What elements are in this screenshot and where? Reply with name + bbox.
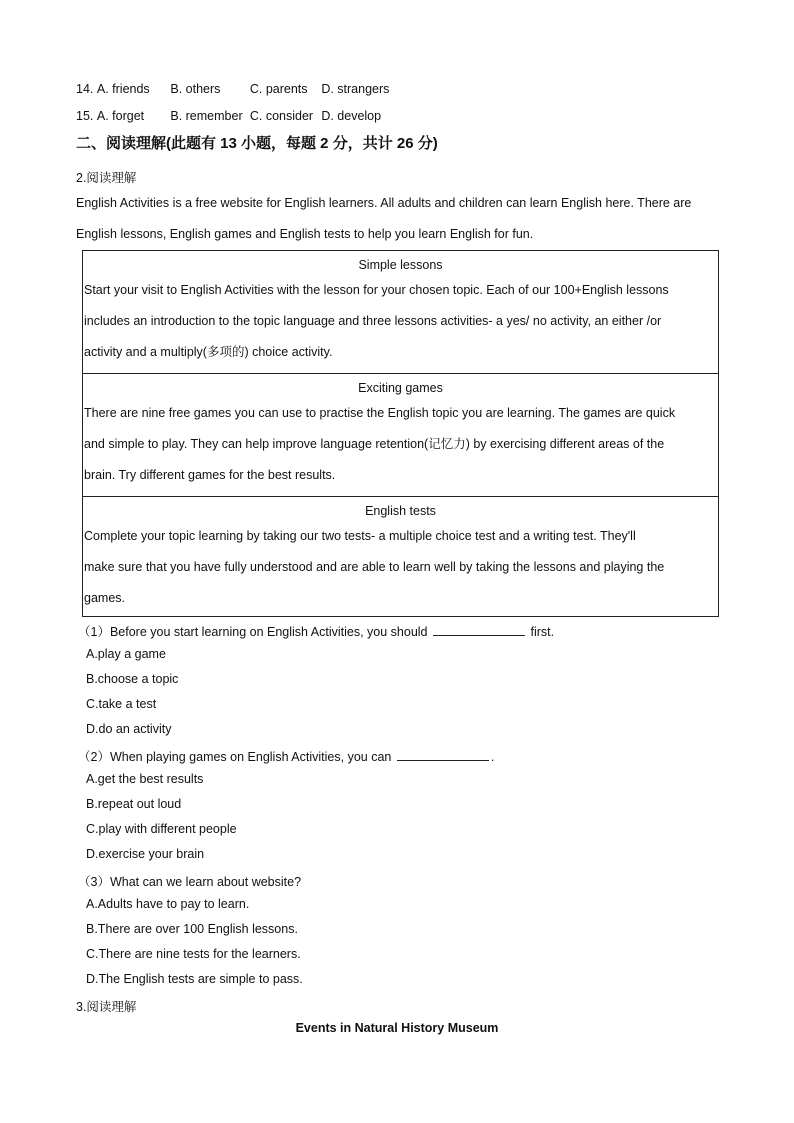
option-d[interactable]: D.exercise your brain [86, 847, 205, 861]
passage-2-intro-line-1: English Activities is a free website for English learners. All adults and children can learn English here. There are [76, 196, 692, 210]
box-line: brain. Try different games for the best results. [84, 468, 336, 482]
question-1 [78, 622, 554, 640]
cloze-option-d: D. develop [321, 109, 382, 123]
cloze-number: 15. [76, 109, 94, 123]
box-line: games. [84, 591, 125, 605]
box-line: There are nine free games you can use to practise the English topic you are learning. The games are quick [84, 406, 676, 420]
question-2 [78, 747, 494, 765]
cloze-option-a: A. friends [96, 82, 150, 96]
option-a[interactable]: A.get the best results [86, 772, 204, 786]
box-line: make sure that you have fully understood and are able to learn well by taking the lessons and playing the [84, 560, 665, 574]
cloze-option-a: A. forget [96, 109, 145, 123]
option-b[interactable]: B.There are over 100 English lessons. [86, 922, 298, 936]
option-a[interactable]: A.play a game [86, 647, 166, 661]
question-stem: （2）When playing games on English Activities, you can [78, 750, 392, 764]
passage-3-title: Events in Natural History Museum [295, 1021, 499, 1035]
option-a[interactable]: A.Adults have to pay to learn. [86, 897, 250, 911]
info-box [82, 250, 719, 617]
option-d[interactable]: D.The English tests are simple to pass. [86, 972, 303, 986]
cloze-number: 14. [76, 82, 94, 96]
box-section-games [83, 374, 718, 497]
cloze-row-14 [76, 82, 389, 96]
box-heading: English tests [365, 504, 436, 518]
passage-3-label: 3.阅读理解 [76, 1000, 137, 1014]
option-c[interactable]: C.take a test [86, 697, 157, 711]
box-line: and simple to play. They can help improve language retention(记忆力) by exercising different areas of the [84, 437, 665, 451]
question-stem: （1）Before you start learning on English Activities, you should [78, 625, 428, 639]
box-heading: Exciting games [358, 381, 443, 395]
box-heading: Simple lessons [358, 258, 443, 272]
cloze-option-c: C. parents [249, 82, 308, 96]
cloze-option-d: D. strangers [321, 82, 390, 96]
cloze-option-c: C. consider [249, 109, 314, 123]
box-line: Complete your topic learning by taking our two tests- a multiple choice test and a writing test. They'll [84, 529, 636, 543]
cloze-row-15 [76, 109, 381, 123]
option-b[interactable]: B.repeat out loud [86, 797, 182, 811]
passage-2-label: 2.阅读理解 [76, 171, 137, 185]
answer-blank[interactable] [397, 748, 489, 761]
option-c[interactable]: C.play with different people [86, 822, 237, 836]
option-b[interactable]: B.choose a topic [86, 672, 179, 686]
box-line: activity and a multiply(多项的) choice activity. [84, 345, 333, 359]
box-section-lessons [83, 251, 718, 374]
question-3 [78, 872, 301, 890]
question-stem-end: first. [530, 625, 555, 639]
box-line: Start your visit to English Activities with the lesson for your chosen topic. Each of our 100+English lessons [84, 283, 669, 297]
question-stem-end: . [490, 750, 495, 764]
option-d[interactable]: D.do an activity [86, 722, 172, 736]
box-section-tests [83, 497, 718, 618]
cloze-option-b: B. others [170, 82, 221, 96]
passage-2-intro-line-2: English lessons, English games and English tests to help you learn English for fun. [76, 227, 534, 241]
answer-blank[interactable] [433, 623, 525, 636]
option-c[interactable]: C.There are nine tests for the learners. [86, 947, 301, 961]
section-title: 二、阅读理解(此题有 13 小题，每题 2 分，共计 26 分) [76, 135, 438, 152]
question-stem: （3）What can we learn about website? [78, 875, 302, 889]
cloze-option-b: B. remember [170, 109, 243, 123]
box-line: includes an introduction to the topic language and three lessons activities- a yes/ no activity, an either /or [84, 314, 662, 328]
